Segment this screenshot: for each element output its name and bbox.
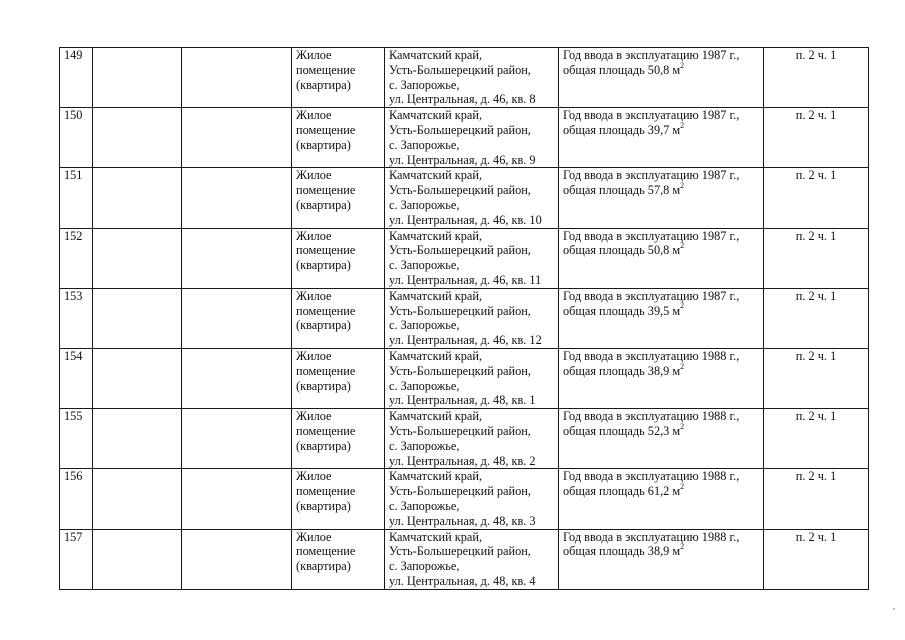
object-name-cell: [292, 288, 385, 348]
empty-cell-1: [93, 228, 182, 288]
object-name-line: помещение: [296, 484, 356, 499]
address-line: Камчатский край,: [389, 469, 483, 484]
address-cell: [385, 108, 559, 168]
legal-basis-cell: [764, 228, 869, 288]
legal-basis-cell: [764, 348, 869, 408]
address-line: с. Запорожье,: [389, 77, 460, 92]
total-area: общая площадь 38,9 м: [563, 544, 681, 559]
object-name-line: Жилое: [296, 108, 332, 123]
row-number: 153: [64, 288, 83, 303]
object-name-line: Жилое: [296, 469, 332, 484]
address-line: Камчатский край,: [389, 108, 483, 123]
object-name-cell: [292, 48, 385, 108]
table-row: [60, 409, 869, 469]
legal-basis: п. 2 ч. 1: [795, 228, 837, 243]
property-registry-table: [59, 47, 869, 590]
empty-cell-2: [182, 409, 292, 469]
address-line: Усть-Большерецкий район,: [389, 484, 531, 499]
area-unit-exponent: 2: [680, 241, 685, 251]
legal-basis-cell: [764, 529, 869, 589]
address-line: ул. Центральная, д. 46, кв. 12: [389, 333, 542, 348]
object-name-line: (квартира): [296, 498, 351, 513]
empty-cell-2: [182, 48, 292, 108]
commissioning-year: Год ввода в эксплуатацию 1987 г.,: [563, 168, 740, 183]
address-cell: [385, 348, 559, 408]
legal-basis: п. 2 ч. 1: [795, 529, 837, 544]
total-area-line: [563, 120, 759, 138]
address-line: Камчатский край,: [389, 48, 483, 62]
total-area-line: [563, 361, 759, 379]
characteristics-cell: [559, 529, 764, 589]
object-name-cell: [292, 409, 385, 469]
total-area-line: [563, 183, 759, 198]
legal-basis: п. 2 ч. 1: [795, 409, 837, 424]
legal-basis-cell: [764, 108, 869, 168]
row-number-cell: [60, 529, 93, 589]
object-name-line: Жилое: [296, 529, 332, 544]
address-line: ул. Центральная, д. 46, кв. 11: [389, 272, 542, 287]
total-area: общая площадь 39,5 м: [563, 303, 681, 318]
empty-cell-1: [93, 168, 182, 228]
table-row: [60, 108, 869, 168]
object-name-line: (квартира): [296, 77, 351, 92]
characteristics-cell: [559, 409, 764, 469]
object-name-line: (квартира): [296, 378, 351, 393]
address-line: Усть-Большерецкий район,: [389, 303, 531, 318]
legal-basis: п. 2 ч. 1: [795, 48, 837, 62]
address-line: с. Запорожье,: [389, 438, 460, 453]
address-cell: [385, 228, 559, 288]
area-unit-exponent: 2: [680, 60, 685, 70]
total-area: общая площадь 39,7 м: [563, 122, 681, 137]
object-name-line: Жилое: [296, 168, 332, 183]
address-line: Усть-Большерецкий район,: [389, 122, 531, 137]
commissioning-year: Год ввода в эксплуатацию 1987 г.,: [563, 108, 740, 123]
address-line: ул. Центральная, д. 46, кв. 8: [389, 92, 536, 107]
commissioning-year: Год ввода в эксплуатацию 1988 г.,: [563, 529, 740, 544]
address-line: ул. Центральная, д. 46, кв. 9: [389, 152, 536, 167]
area-unit-exponent: 2: [680, 482, 685, 492]
row-number: 149: [64, 48, 83, 62]
object-name-cell: [292, 348, 385, 408]
address-line: ул. Центральная, д. 48, кв. 2: [389, 453, 536, 468]
area-unit-exponent: 2: [680, 421, 685, 431]
table-row: [60, 348, 869, 408]
table-row: [60, 288, 869, 348]
address-line: с. Запорожье,: [389, 197, 460, 212]
address-line: ул. Центральная, д. 46, кв. 10: [389, 212, 542, 227]
row-number-cell: [60, 168, 93, 228]
address-cell: [385, 409, 559, 469]
address-line: ул. Центральная, д. 48, кв. 4: [389, 573, 536, 588]
address-line: ул. Центральная, д. 48, кв. 3: [389, 513, 536, 528]
address-line: с. Запорожье,: [389, 559, 460, 574]
row-number: 151: [64, 168, 83, 183]
row-number: 154: [64, 348, 83, 363]
commissioning-year: Год ввода в эксплуатацию 1988 г.,: [563, 348, 740, 363]
table-row: [60, 228, 869, 288]
row-number-cell: [60, 469, 93, 529]
object-name-line: помещение: [296, 544, 356, 559]
empty-cell-2: [182, 288, 292, 348]
legal-basis-cell: [764, 168, 869, 228]
object-name-line: (квартира): [296, 197, 351, 212]
address-line: с. Запорожье,: [389, 498, 460, 513]
characteristics-cell: [559, 469, 764, 529]
address-cell: [385, 168, 559, 228]
row-number: 152: [64, 228, 83, 243]
row-number: 157: [64, 529, 83, 544]
row-number: 150: [64, 108, 83, 123]
empty-cell-1: [93, 288, 182, 348]
legal-basis: п. 2 ч. 1: [795, 348, 837, 363]
row-number-cell: [60, 409, 93, 469]
empty-cell-2: [182, 469, 292, 529]
commissioning-year: Год ввода в эксплуатацию 1987 г.,: [563, 228, 740, 243]
commissioning-year: Год ввода в эксплуатацию 1987 г.,: [563, 48, 740, 62]
object-name-line: (квартира): [296, 559, 351, 574]
empty-cell-1: [93, 409, 182, 469]
address-line: Усть-Большерецкий район,: [389, 62, 531, 77]
object-name-cell: [292, 168, 385, 228]
row-number-cell: [60, 288, 93, 348]
area-unit-exponent: 2: [680, 120, 685, 130]
total-area: общая площадь 50,8 м: [563, 62, 681, 77]
empty-cell-2: [182, 168, 292, 228]
characteristics-cell: [559, 108, 764, 168]
address-cell: [385, 529, 559, 589]
total-area: общая площадь 52,3 м: [563, 423, 681, 438]
empty-cell-1: [93, 48, 182, 108]
area-unit-exponent: 2: [680, 301, 685, 311]
address-line: ул. Центральная, д. 48, кв. 1: [389, 393, 536, 408]
table-row: [60, 168, 869, 228]
row-number-cell: [60, 348, 93, 408]
area-unit-exponent: 2: [680, 181, 685, 191]
object-name-line: Жилое: [296, 228, 332, 243]
object-name-line: Жилое: [296, 288, 332, 303]
characteristics-cell: [559, 168, 764, 228]
commissioning-year: Год ввода в эксплуатацию 1987 г.,: [563, 288, 740, 303]
row-number: 156: [64, 469, 83, 484]
object-name-line: Жилое: [296, 348, 332, 363]
object-name-cell: [292, 469, 385, 529]
scan-speck: [893, 608, 895, 610]
address-line: Усть-Большерецкий район,: [389, 544, 531, 559]
row-number-cell: [60, 108, 93, 168]
address-line: Камчатский край,: [389, 288, 483, 303]
address-line: с. Запорожье,: [389, 378, 460, 393]
address-line: Усть-Большерецкий район,: [389, 243, 531, 258]
address-line: Камчатский край,: [389, 348, 483, 363]
object-name-line: помещение: [296, 62, 356, 77]
empty-cell-2: [182, 108, 292, 168]
characteristics-cell: [559, 48, 764, 108]
total-area: общая площадь 57,8 м: [563, 183, 681, 198]
address-line: Камчатский край,: [389, 529, 483, 544]
address-line: Камчатский край,: [389, 409, 483, 424]
table-row: [60, 48, 869, 108]
total-area-line: [563, 484, 759, 499]
total-area-line: [563, 544, 759, 559]
row-number-cell: [60, 48, 93, 108]
address-line: Камчатский край,: [389, 168, 483, 183]
characteristics-cell: [559, 348, 764, 408]
object-name-line: помещение: [296, 303, 356, 318]
object-name-line: помещение: [296, 363, 356, 378]
empty-cell-2: [182, 529, 292, 589]
total-area-line: [563, 243, 759, 258]
total-area: общая площадь 50,8 м: [563, 243, 681, 258]
empty-cell-1: [93, 348, 182, 408]
address-line: Усть-Большерецкий район,: [389, 363, 531, 378]
object-name-line: помещение: [296, 183, 356, 198]
object-name-cell: [292, 108, 385, 168]
characteristics-cell: [559, 228, 764, 288]
address-line: Камчатский край,: [389, 228, 483, 243]
table-row: [60, 469, 869, 529]
total-area-line: [563, 421, 759, 439]
empty-cell-2: [182, 348, 292, 408]
total-area: общая площадь 61,2 м: [563, 484, 681, 499]
legal-basis-cell: [764, 409, 869, 469]
row-number-cell: [60, 228, 93, 288]
object-name-cell: [292, 529, 385, 589]
legal-basis-cell: [764, 48, 869, 108]
commissioning-year: Год ввода в эксплуатацию 1988 г.,: [563, 469, 740, 484]
object-name-line: Жилое: [296, 48, 332, 62]
legal-basis: п. 2 ч. 1: [795, 469, 837, 484]
address-line: с. Запорожье,: [389, 137, 460, 152]
legal-basis-cell: [764, 469, 869, 529]
area-unit-exponent: 2: [680, 361, 685, 371]
address-line: Усть-Большерецкий район,: [389, 423, 531, 438]
total-area-line: [563, 60, 759, 78]
address-cell: [385, 469, 559, 529]
address-cell: [385, 48, 559, 108]
object-name-line: Жилое: [296, 409, 332, 424]
address-cell: [385, 288, 559, 348]
object-name-line: помещение: [296, 122, 356, 137]
address-line: с. Запорожье,: [389, 258, 460, 273]
object-name-line: помещение: [296, 423, 356, 438]
table-row: [60, 529, 869, 589]
object-name-cell: [292, 228, 385, 288]
table-body: [60, 48, 869, 590]
legal-basis: п. 2 ч. 1: [795, 168, 837, 183]
empty-cell-1: [93, 469, 182, 529]
object-name-line: (квартира): [296, 258, 351, 273]
legal-basis: п. 2 ч. 1: [795, 288, 837, 303]
legal-basis-cell: [764, 288, 869, 348]
commissioning-year: Год ввода в эксплуатацию 1988 г.,: [563, 409, 740, 424]
object-name-line: (квартира): [296, 438, 351, 453]
legal-basis: п. 2 ч. 1: [795, 108, 837, 123]
total-area-line: [563, 301, 759, 319]
total-area: общая площадь 38,9 м: [563, 363, 681, 378]
empty-cell-2: [182, 228, 292, 288]
area-unit-exponent: 2: [680, 542, 685, 552]
address-line: Усть-Большерецкий район,: [389, 183, 531, 198]
empty-cell-1: [93, 108, 182, 168]
empty-cell-1: [93, 529, 182, 589]
object-name-line: (квартира): [296, 318, 351, 333]
address-line: с. Запорожье,: [389, 318, 460, 333]
row-number: 155: [64, 409, 83, 424]
object-name-line: (квартира): [296, 137, 351, 152]
object-name-line: помещение: [296, 243, 356, 258]
characteristics-cell: [559, 288, 764, 348]
